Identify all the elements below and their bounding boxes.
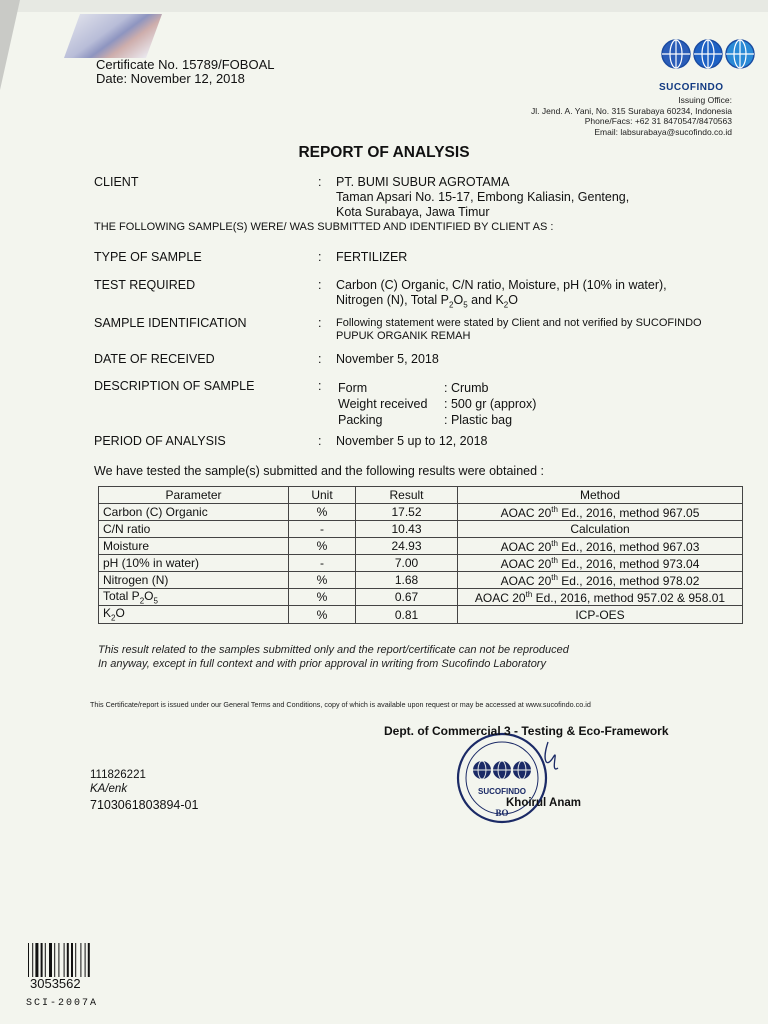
table-row <box>99 538 743 555</box>
client-label: CLIENT <box>94 175 139 189</box>
disclaimer <box>98 643 569 671</box>
table-row <box>99 572 743 589</box>
barcode-bar <box>35 943 38 977</box>
cell-parameter: Total $P_2O_5$ <box>99 589 289 606</box>
description-table <box>336 379 538 429</box>
identification-product: PUPUK ORGANIK REMAH <box>336 330 471 342</box>
signer-name: Khoirul Anam <box>506 797 581 809</box>
office-email: Email: labsurabaya@sucofindo.co.id <box>594 126 732 137</box>
client-address-1: Taman Apsari No. 15-17, Embong Kaliasin, Genteng, <box>336 190 630 204</box>
colon: : <box>318 316 322 330</box>
cell-method: AOAC 20th Ed., 2016, method 957.02 & 958.01 <box>458 589 743 606</box>
date-received-label: DATE OF RECEIVED <box>94 352 215 366</box>
barcode-bar <box>49 943 52 977</box>
type-of-sample-label: TYPE OF SAMPLE <box>94 250 202 264</box>
official-stamp-icon <box>450 730 560 825</box>
cell-parameter: C/N ratio <box>99 521 289 538</box>
report-title: REPORT OF ANALYSIS <box>298 144 470 161</box>
desc-row <box>338 397 536 411</box>
certificate-number: Certificate No. 15789/FOBOAL <box>96 57 275 72</box>
results-intro: We have tested the sample(s) submitted and the following results were obtained : <box>94 464 545 478</box>
cell-unit: % <box>289 538 356 555</box>
stamp-code-text: BO <box>495 808 509 818</box>
client-address-2: Kota Surabaya, Jawa Timur <box>336 205 490 219</box>
form-code: SCI-2007A <box>26 998 99 1009</box>
colon: : <box>318 352 322 366</box>
barcode-bar <box>41 943 43 977</box>
cell-result: 7.00 <box>356 555 458 572</box>
desc-packing-value: : Plastic bag <box>444 413 513 427</box>
barcode-bar <box>32 943 33 977</box>
desc-row <box>338 413 536 427</box>
reference-initials: KA/enk <box>90 783 128 795</box>
barcode-bar <box>88 943 90 977</box>
cell-result: 0.81 <box>356 606 458 623</box>
reference-number: 111826221 <box>90 769 146 781</box>
colon: : <box>318 278 322 292</box>
stamp-brand-text: SUCOFINDO <box>478 787 526 796</box>
table-row <box>99 589 743 606</box>
barcode-bar <box>85 943 86 977</box>
barcode-bar <box>58 943 59 977</box>
test-required-line2: Nitrogen (N), Total $P_2O_5$ and $K_2O$ <box>336 293 518 310</box>
cell-method: Calculation <box>458 521 743 538</box>
results-header-row <box>99 487 743 504</box>
barcode-bar <box>71 943 73 977</box>
cell-parameter: $K_2O$ <box>99 606 289 623</box>
sample-identification-label: SAMPLE IDENTIFICATION <box>94 316 247 330</box>
sample-identification-value <box>336 317 702 343</box>
period-label: PERIOD OF ANALYSIS <box>94 434 226 448</box>
desc-row <box>338 381 536 395</box>
cell-unit: - <box>289 555 356 572</box>
barcode-bar <box>45 943 46 977</box>
disclaimer-line2: In anyway, except in full context and with prior approval in writing from Sucofindo Laboratory <box>98 658 546 670</box>
handwritten-signature <box>545 742 558 769</box>
desc-form-label: Form <box>338 381 368 395</box>
cell-unit: - <box>289 521 356 538</box>
results-table <box>98 486 743 624</box>
cell-parameter: Nitrogen (N) <box>99 572 289 589</box>
client-details <box>336 175 629 220</box>
office-address: Jl. Jend. A. Yani, No. 315 Surabaya 60234, Indonesia <box>531 105 732 116</box>
desc-weight-label: Weight received <box>338 397 428 411</box>
description-label: DESCRIPTION OF SAMPLE <box>94 379 255 393</box>
identification-statement: Following statement were stated by Client and not verified by SUCOFINDO <box>336 317 702 329</box>
department-name: Dept. of Commercial 3 - Testing & Eco-Framework <box>384 724 669 738</box>
folded-corner <box>0 0 20 90</box>
cell-method: AOAC 20th Ed., 2016, method 978.02 <box>458 572 743 589</box>
cell-result: 24.93 <box>356 538 458 555</box>
cell-unit: % <box>289 504 356 521</box>
terms-notice: This Certificate/report is issued under our General Terms and Conditions, copy of which is available upon request or may be accessed at www.sucofindo.co.id <box>90 700 591 709</box>
colon: : <box>318 175 322 189</box>
cell-method: AOAC 20th Ed., 2016, method 967.05 <box>458 504 743 521</box>
desc-packing-label: Packing <box>338 413 383 427</box>
cell-unit: % <box>289 606 356 623</box>
client-name: PT. BUMI SUBUR AGROTAMA <box>336 175 510 189</box>
cell-method: AOAC 20th Ed., 2016, method 973.04 <box>458 555 743 572</box>
barcode-bar <box>80 943 81 977</box>
header-result: Result <box>356 487 458 504</box>
cell-method: ICP-OES <box>458 606 743 623</box>
office-phone: Phone/Facs: +62 31 8470547/8470563 <box>584 116 732 127</box>
barcode-bar <box>75 943 76 977</box>
cell-result: 1.68 <box>356 572 458 589</box>
desc-form-value: : Crumb <box>444 381 489 395</box>
cell-method: AOAC 20th Ed., 2016, method 967.03 <box>458 538 743 555</box>
barcode-bar <box>64 943 65 977</box>
barcode-bar <box>54 943 55 977</box>
table-row <box>99 521 743 538</box>
test-required-label: TEST REQUIRED <box>94 278 196 292</box>
barcode-number: 3053562 <box>30 976 81 991</box>
cell-unit: % <box>289 589 356 606</box>
cell-result: 0.67 <box>356 589 458 606</box>
test-required-value <box>336 278 667 313</box>
sucofindo-logo-icon <box>660 34 756 74</box>
header-unit: Unit <box>289 487 356 504</box>
barcode-bar <box>67 943 69 977</box>
desc-weight-value: : 500 gr (approx) <box>444 397 537 411</box>
office-label: Issuing Office: <box>678 95 732 105</box>
certificate-date: Date: November 12, 2018 <box>96 71 245 86</box>
colon: : <box>318 379 322 393</box>
scan-edge <box>0 0 768 12</box>
type-of-sample-value: FERTILIZER <box>336 250 408 264</box>
cell-result: 17.52 <box>356 504 458 521</box>
cell-parameter: Moisture <box>99 538 289 555</box>
reference-code: 7103061803894-01 <box>90 798 199 812</box>
header-parameter: Parameter <box>99 487 289 504</box>
disclaimer-line1: This result related to the samples submitted only and the report/certificate can not be reproduced <box>98 644 569 656</box>
period-value: November 5 up to 12, 2018 <box>336 434 488 448</box>
test-required-line1: Carbon (C) Organic, C/N ratio, Moisture, pH (10% in water), <box>336 278 667 292</box>
table-row <box>99 555 743 572</box>
date-received-value: November 5, 2018 <box>336 352 439 366</box>
issuing-office <box>531 95 732 137</box>
submission-note: THE FOLLOWING SAMPLE(S) WERE/ WAS SUBMITTED AND IDENTIFIED BY CLIENT AS : <box>94 221 554 233</box>
cell-parameter: Carbon (C) Organic <box>99 504 289 521</box>
table-row <box>99 504 743 521</box>
hologram-sticker <box>64 14 162 58</box>
colon: : <box>318 434 322 448</box>
colon: : <box>318 250 322 264</box>
cell-unit: % <box>289 572 356 589</box>
table-row <box>99 606 743 623</box>
barcode-bar <box>28 943 29 977</box>
barcode-icon <box>28 943 106 977</box>
cell-parameter: pH (10% in water) <box>99 555 289 572</box>
brand-name: SUCOFINDO <box>659 82 724 93</box>
cell-result: 10.43 <box>356 521 458 538</box>
header-method: Method <box>458 487 743 504</box>
